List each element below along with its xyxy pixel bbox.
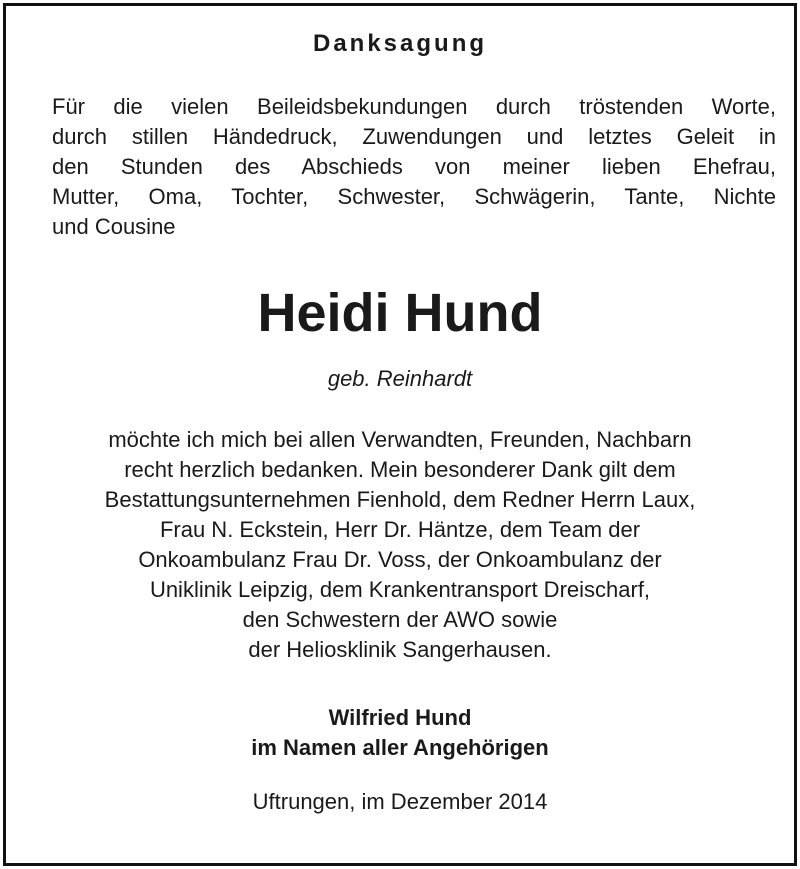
intro-line: Für die vielen Beileidsbekundungen durch tröstenden Worte, <box>52 94 776 119</box>
maiden-name: geb. Reinhardt <box>327 366 473 391</box>
thanks-line: Uniklinik Leipzig, dem Krankentransport Dreischarf, <box>149 577 651 602</box>
thanks-line: Frau N. Eckstein, Herr Dr. Häntze, dem Team der <box>159 517 641 542</box>
signature-block <box>0 703 800 763</box>
intro-line: durch stillen Händedruck, Zuwendungen und letztes Geleit in <box>52 124 776 149</box>
thanks-line: Bestattungsunternehmen Fienhold, dem Redner Herrn Laux, <box>104 487 696 512</box>
thanks-line: möchte ich mich bei allen Verwandten, Freunden, Nachbarn <box>108 427 692 452</box>
notice-title: Danksagung <box>312 30 488 57</box>
thanks-line: Onkoambulanz Frau Dr. Voss, der Onkoambulanz der <box>138 547 662 572</box>
intro-paragraph <box>52 92 776 242</box>
thanks-line: recht herzlich bedanken. Mein besonderer Dank gilt dem <box>124 457 676 482</box>
signature-name: Wilfried Hund <box>328 705 472 730</box>
signature-on-behalf: im Namen aller Angehörigen <box>251 735 549 760</box>
deceased-name: Heidi Hund <box>257 283 543 343</box>
thanks-line: der Heliosklinik Sangerhausen. <box>248 637 552 662</box>
intro-line: und Cousine <box>52 214 176 239</box>
intro-line: den Stunden des Abschieds von meiner lieben Ehefrau, <box>52 154 776 179</box>
intro-line: Mutter, Oma, Tochter, Schwester, Schwägerin, Tante, Nichte <box>52 184 776 209</box>
thanks-line: den Schwestern der AWO sowie <box>242 607 558 632</box>
thanks-paragraph <box>0 425 800 665</box>
place-date: Uftrungen, im Dezember 2014 <box>252 789 548 814</box>
